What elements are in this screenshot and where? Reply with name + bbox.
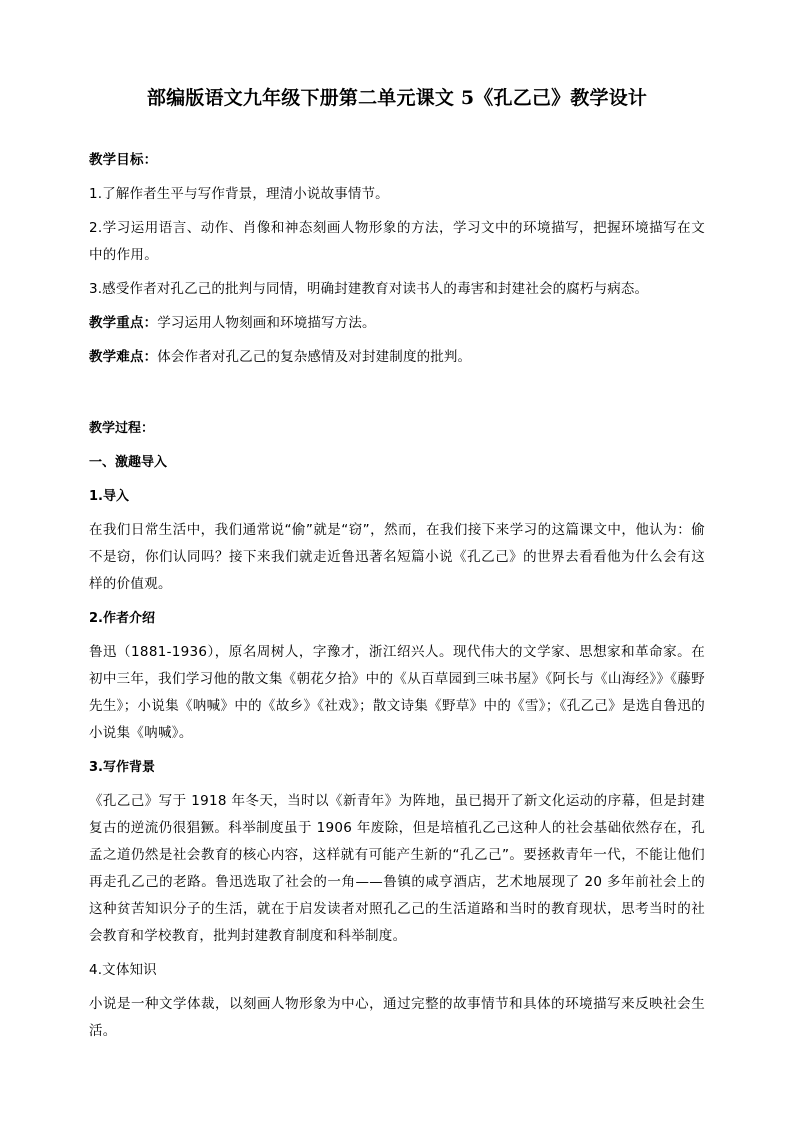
subsection-heading: 4.文体知识 <box>89 962 157 978</box>
key-point-text: 学习运用人物刻画和环境描写方法。 <box>157 315 376 331</box>
objective-item: 3.感受作者对孔乙己的批判与同情，明确封建教育对读书人的毒害和封建社会的腐朽与病态。 <box>89 281 649 297</box>
process-heading: 教学过程： <box>89 421 155 436</box>
subsection-text: 在我们日常生活中，我们通常说“偷”就是“窃”，然而，在我们接下来学习的这篇课文中，他认为：偷不是窃，你们认同吗？接下来我们就走近鲁迅著名短篇小说《孔乙己》的世界去看看他为什么会有这样的价值观。 <box>89 522 705 592</box>
subsection-text: 小说是一种文学体裁，以刻画人物形象为中心，通过完整的故事情节和具体的环境描写来反映社会生活。 <box>89 996 705 1039</box>
difficulty-text: 体会作者对孔乙己的复杂感情及对封建制度的批判。 <box>157 349 472 365</box>
subsection-text: 《孔乙己》写于 1918 年冬天，当时以《新青年》为阵地，虽已揭开了新文化运动的序幕，但是封建复古的逆流仍很猖獗。科举制度虽于 1906 年废除，但是培植孔乙己这种人的社会基础依然存在，孔孟之道仍然是社会教育的核心内容，这样就有可能产生新的“孔乙己”。要拯救青年一代，不能让他们再走孔乙己的老路。鲁迅选取了社会的一角——鲁镇的咸亨酒店，艺术地展现了 20 多年前社会上的这种贫苦知识分子的生活，就在于启发读者对照孔乙己的生活道路和当时的教育现状，思考当时的社会教育和学校教育，批判封建教育制度和科举制度。 <box>89 793 705 944</box>
key-point-label: 教学重点： <box>89 315 158 331</box>
document-page <box>89 84 705 1052</box>
key-point <box>89 310 705 337</box>
subsection-text: 鲁迅（1881-1936），原名周树人，字豫才，浙江绍兴人。现代伟大的文学家、思想家和革命家。在初中三年，我们学习他的散文集《朝花夕拾》中的《从百草园到三味书屋》《阿长与《山海经》》《藤野先生》；小说集《呐喊》中的《故乡》《社戏》；散文诗集《野草》中的《雪》；《孔乙己》是选自鲁迅的小说集《呐喊》。 <box>89 644 705 741</box>
objective-item: 1.了解作者生平与写作背景，理清小说故事情节。 <box>89 186 389 202</box>
spacer <box>89 378 705 415</box>
difficulty <box>89 344 705 371</box>
spacer <box>89 112 705 147</box>
difficulty-label: 教学难点： <box>89 349 158 365</box>
objective-item: 2.学习运用语言、动作、肖像和神态刻画人物形象的方法，学习文中的环境描写，把握环境描写在文中的作用。 <box>89 220 705 263</box>
subsection-heading: 3.写作背景 <box>89 760 155 775</box>
objectives-heading <box>89 147 705 174</box>
subsection-heading: 2.作者介绍 <box>89 611 155 626</box>
document-title: 部编版语文九年级下册第二单元课文 5《孔乙己》教学设计 <box>146 87 648 109</box>
subsection-heading: 1.导入 <box>89 489 129 504</box>
section-heading: 一、激趣导入 <box>89 455 168 470</box>
objectives-heading-label: 教学目标： <box>89 152 158 168</box>
